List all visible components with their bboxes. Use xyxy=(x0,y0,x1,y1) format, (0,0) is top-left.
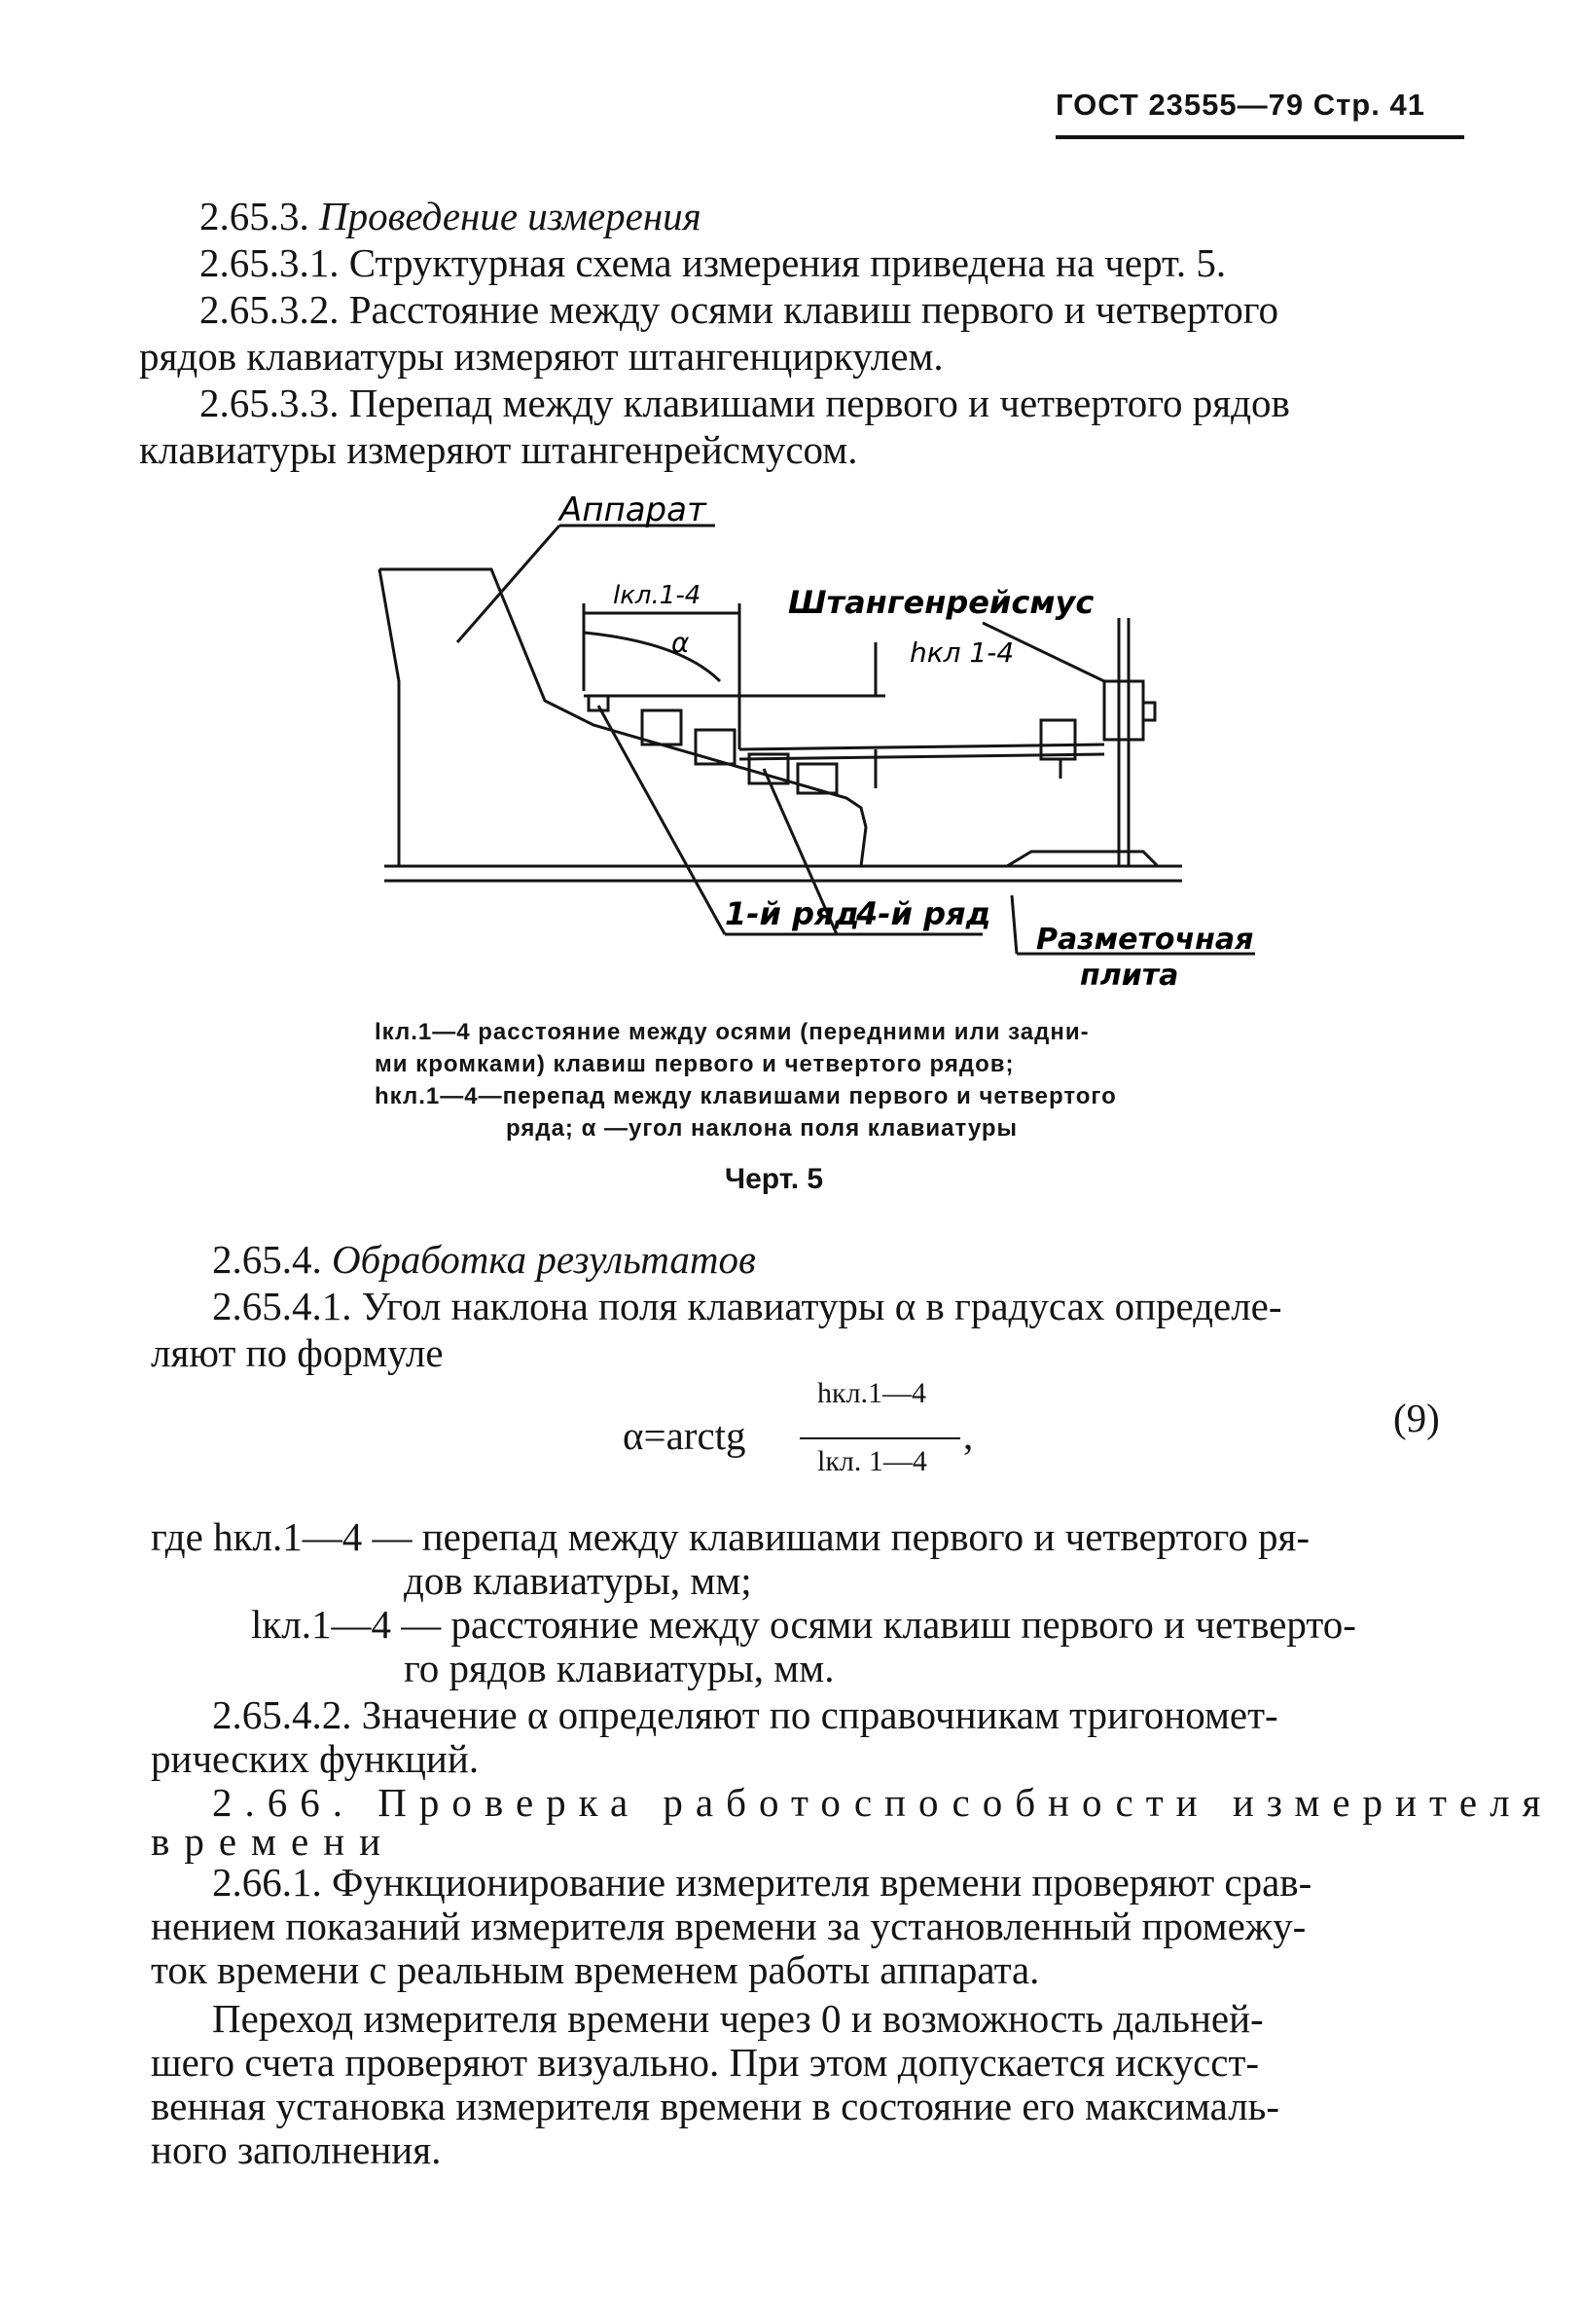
formula-9 xyxy=(623,1377,1031,1494)
gauge-arm-top xyxy=(739,744,1104,749)
section-title: Обработка результатов xyxy=(332,1237,756,1282)
label-plate1: Разметочная xyxy=(1036,923,1254,957)
label-row1: 1-й ряд xyxy=(725,895,860,932)
section-heading-266-line1: 2.66. Проверка работоспособности измерителя xyxy=(212,1780,1554,1825)
leader-apparatus xyxy=(457,526,559,642)
figure-caption-line2: ми кромками) клавиш первого и четвертого рядов; xyxy=(375,1051,1015,1077)
label-l-dim: lкл.1-4 xyxy=(613,581,701,610)
section-number: 2.65.3. xyxy=(199,194,309,238)
page-header: ГОСТ 23555—79 Стр. 41 xyxy=(1056,88,1425,122)
figure-caption-line1: lкл.1—4 расстояние между осями (передними или задни- xyxy=(375,1019,1090,1045)
gauge-knob xyxy=(1143,703,1155,720)
gauge-slider xyxy=(1104,681,1143,740)
label-plate2: плита xyxy=(1080,959,1179,993)
section-heading-2654 xyxy=(212,1236,756,1283)
paragraph-26532-line1: 2.65.3.2. Расстояние между осями клавиш первого и четвертого xyxy=(199,287,1279,332)
leader-plate xyxy=(1012,895,1017,954)
paragraph-last-line3: венная установка измерителя времени в состояние его максималь- xyxy=(151,2084,1280,2128)
where-l-line1: lкл.1—4 — расстояние между осями клавиш первого и четверто- xyxy=(251,1602,1356,1647)
paragraph-26542-line2: рических функций. xyxy=(151,1736,480,1781)
label-apparatus: Аппарат xyxy=(559,490,706,529)
formula-denominator: lкл. 1—4 xyxy=(817,1445,927,1477)
label-alpha: α xyxy=(671,627,690,659)
formula-fraction-bar xyxy=(800,1437,960,1439)
paragraph-26532-line2: рядов клавиатуры измеряют штангенциркулем. xyxy=(139,334,944,379)
label-h-dim: hкл 1-4 xyxy=(910,636,1015,669)
paragraph-last-line2: шего счета проверяют визуально. При этом допускается искусст- xyxy=(151,2040,1260,2085)
where-h-line1: где hкл.1—4 — перепад между клавишами первого и четвертого ря- xyxy=(151,1514,1311,1559)
label-row4: 4-й ряд xyxy=(856,895,991,932)
paragraph-26541-line1: 2.65.4.1. Угол наклона поля клавиатуры α в градусах определе- xyxy=(212,1284,1282,1328)
gauge-base xyxy=(1007,852,1158,866)
section-title: Проведение измерения xyxy=(319,194,701,238)
label-gauge: Штангенрейсмус xyxy=(788,584,1095,621)
paragraph-last-line1: Переход измерителя времени через 0 и возможность дальней- xyxy=(212,1996,1264,2041)
formula-lhs: α=arctg xyxy=(623,1413,746,1458)
section-number: 2.65.4. xyxy=(212,1237,322,1282)
paragraph-2661-line2: нением показаний измерителя времени за установленный промежу- xyxy=(151,1904,1307,1948)
figure-caption-line3: hкл.1—4—перепад между клавишами первого и четвертого xyxy=(375,1083,1117,1109)
section-heading-266-line2: времени xyxy=(151,1819,396,1864)
paragraph-26533-line2: клавиатуры измеряют штангенрейсмусом. xyxy=(139,427,858,472)
formula-comma: , xyxy=(963,1413,974,1458)
paragraph-26533-line1: 2.65.3.3. Перепад между клавишами первого и четвертого рядов xyxy=(199,381,1290,425)
paragraph-last-line4: ного заполнения. xyxy=(151,2127,442,2172)
paragraph-26542-line1: 2.65.4.2. Значение α определяют по справочникам тригономет- xyxy=(212,1692,1278,1737)
figure-caption-line4: ряда; α —угол наклона поля клавиатуры xyxy=(506,1115,1019,1142)
paragraph-26541-line2: ляют по формуле xyxy=(151,1330,444,1375)
equation-number: (9) xyxy=(1393,1396,1440,1440)
alpha-arc xyxy=(584,633,720,681)
leader-row1 xyxy=(598,706,725,934)
paragraph-2661-line3: ток времени с реальным временем работы аппарата. xyxy=(151,1947,1040,1992)
figure-title: Черт. 5 xyxy=(725,1163,824,1195)
paragraph-26531: 2.65.3.1. Структурная схема измерения приведена на черт. 5. xyxy=(199,240,1227,285)
where-h-line2: дов клавиатуры, мм; xyxy=(404,1558,752,1603)
formula-numerator: hкл.1—4 xyxy=(817,1377,927,1409)
where-l-line2: го рядов клавиатуры, мм. xyxy=(404,1646,835,1690)
paragraph-2661-line1: 2.66.1. Функционирование измерителя времени проверяют срав- xyxy=(212,1860,1312,1905)
figure-5-diagram xyxy=(0,0,1581,1012)
